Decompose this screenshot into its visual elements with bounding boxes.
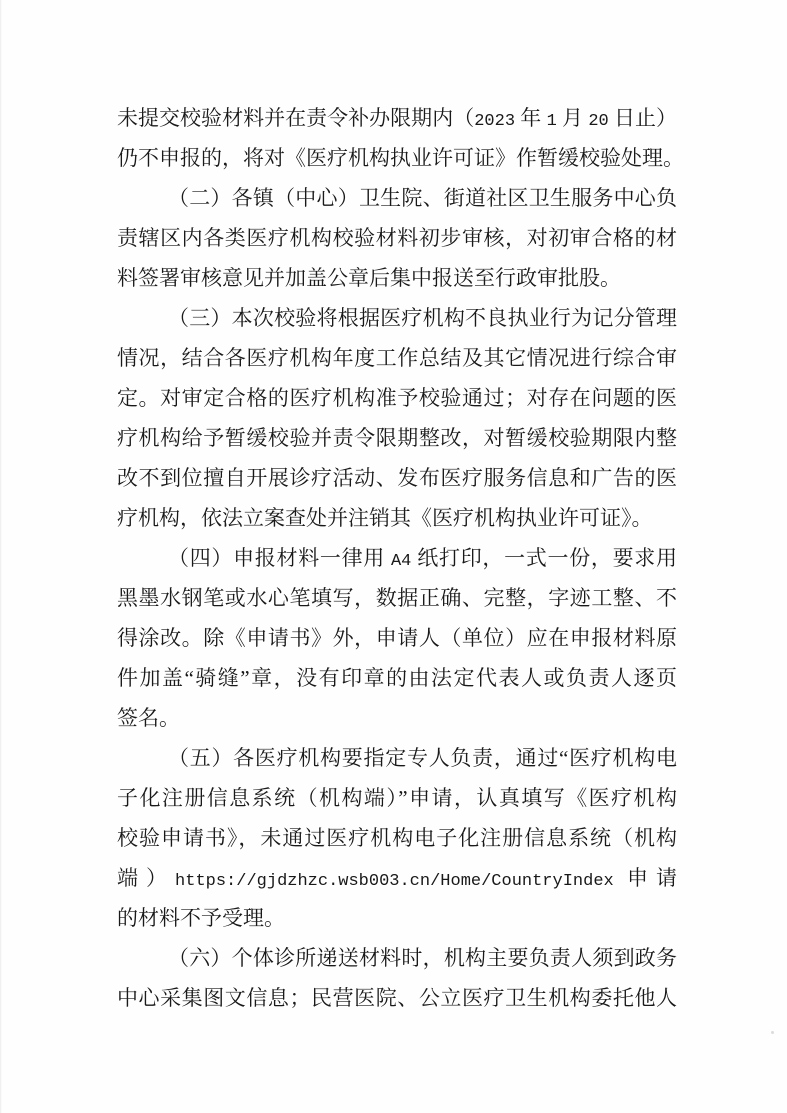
document-line xyxy=(117,698,677,738)
document-line xyxy=(117,818,677,858)
document-line xyxy=(117,258,677,298)
document-line xyxy=(117,138,684,178)
cjk-text-segment: 子化注册信息系统（机构端）”申请，认真填写《医疗机构 xyxy=(117,786,677,810)
cjk-text-segment: 未提交校验材料并在责令补办限期内（ xyxy=(117,106,475,130)
cjk-text-segment: 申请 xyxy=(613,866,678,890)
cjk-text-segment: 仍不申报的，将对《医疗机构执业许可证》作暂缓校验处理。 xyxy=(117,146,684,170)
cjk-text-segment: 中心采集图文信息；民营医院、公立医疗卫生机构委托他人 xyxy=(117,986,677,1010)
document-line xyxy=(117,938,677,978)
cjk-text-segment: 年 xyxy=(515,106,547,130)
cjk-text-segment: 端） xyxy=(117,866,176,890)
cjk-text-segment: 料签署审核意见并加盖公章后集中报送至行政审批股。 xyxy=(117,266,621,290)
cjk-text-segment: 定。对审定合格的医疗机构准予校验通过；对存在问题的医 xyxy=(117,386,677,410)
document-line xyxy=(117,218,677,258)
document-line xyxy=(117,738,677,778)
cjk-text-segment: （四）申报材料一律用 xyxy=(168,546,391,570)
document-line xyxy=(117,298,677,338)
document-line xyxy=(117,338,677,378)
cjk-text-segment: 责辖区内各类医疗机构校验材料初步审核，对初审合格的材 xyxy=(117,226,677,250)
document-line xyxy=(117,898,677,938)
scan-noise-speck xyxy=(771,1031,774,1034)
document-line xyxy=(117,578,677,618)
document-line xyxy=(117,418,677,458)
cjk-text-segment: 月 xyxy=(556,106,589,130)
cjk-text-segment: 的材料不予受理。 xyxy=(117,906,285,930)
cjk-text-segment: 疗机构给予暂缓校验并责令限期整改，对暂缓校验期限内整 xyxy=(117,426,677,450)
latin-text-segment: 20 xyxy=(588,112,609,131)
cjk-text-segment: 情况，结合各医疗机构年度工作总结及其它情况进行综合审 xyxy=(117,346,677,370)
cjk-text-segment: 纸打印，一式一份，要求用 xyxy=(411,546,678,570)
document-line xyxy=(117,378,677,418)
cjk-text-segment: 疗机构，依法立案查处并注销其《医疗机构执业许可证》。 xyxy=(117,506,653,530)
document-line xyxy=(117,458,677,498)
document-line xyxy=(117,98,677,138)
document-line xyxy=(117,618,677,658)
latin-text-segment: https://gjdzhzc.wsb003.cn/Home/CountryIndex xyxy=(175,872,614,891)
document-line xyxy=(117,778,677,818)
cjk-text-segment: 改不到位擅自开展诊疗活动、发布医疗服务信息和广告的医 xyxy=(117,466,677,490)
cjk-text-segment: （三）本次校验将根据医疗机构不良执业行为记分管理 xyxy=(168,306,677,330)
cjk-text-segment: 黑墨水钢笔或水心笔填写，数据正确、完整，字迹工整、不 xyxy=(117,586,677,610)
cjk-text-segment: （五）各医疗机构要指定专人负责，通过“医疗机构电 xyxy=(168,746,677,770)
document-line xyxy=(117,498,677,538)
document-line xyxy=(117,538,677,578)
latin-text-segment: 2023 xyxy=(474,112,516,131)
cjk-text-segment: 校验申请书》，未通过医疗机构电子化注册信息系统（机构 xyxy=(117,826,677,850)
document-line xyxy=(117,658,677,698)
document-line xyxy=(117,978,677,1018)
cjk-text-segment: 签名。 xyxy=(117,706,180,730)
cjk-text-segment: 件加盖“骑缝”章，没有印章的由法定代表人或负责人逐页 xyxy=(117,666,677,690)
document-line xyxy=(117,178,677,218)
cjk-text-segment: （二）各镇（中心）卫生院、街道社区卫生服务中心负 xyxy=(168,186,677,210)
scan-edge-shadow xyxy=(0,0,2,1113)
latin-text-segment: A4 xyxy=(390,552,412,571)
latin-text-segment: 1 xyxy=(546,112,557,131)
cjk-text-segment: 日止） xyxy=(608,106,678,130)
cjk-text-segment: 得涂改。除《申请书》外，申请人（单位）应在申报材料原 xyxy=(117,626,677,650)
text-block xyxy=(117,98,684,1018)
cjk-text-segment: （六）个体诊所递送材料时，机构主要负责人须到政务 xyxy=(168,946,677,970)
document-line xyxy=(117,858,677,898)
